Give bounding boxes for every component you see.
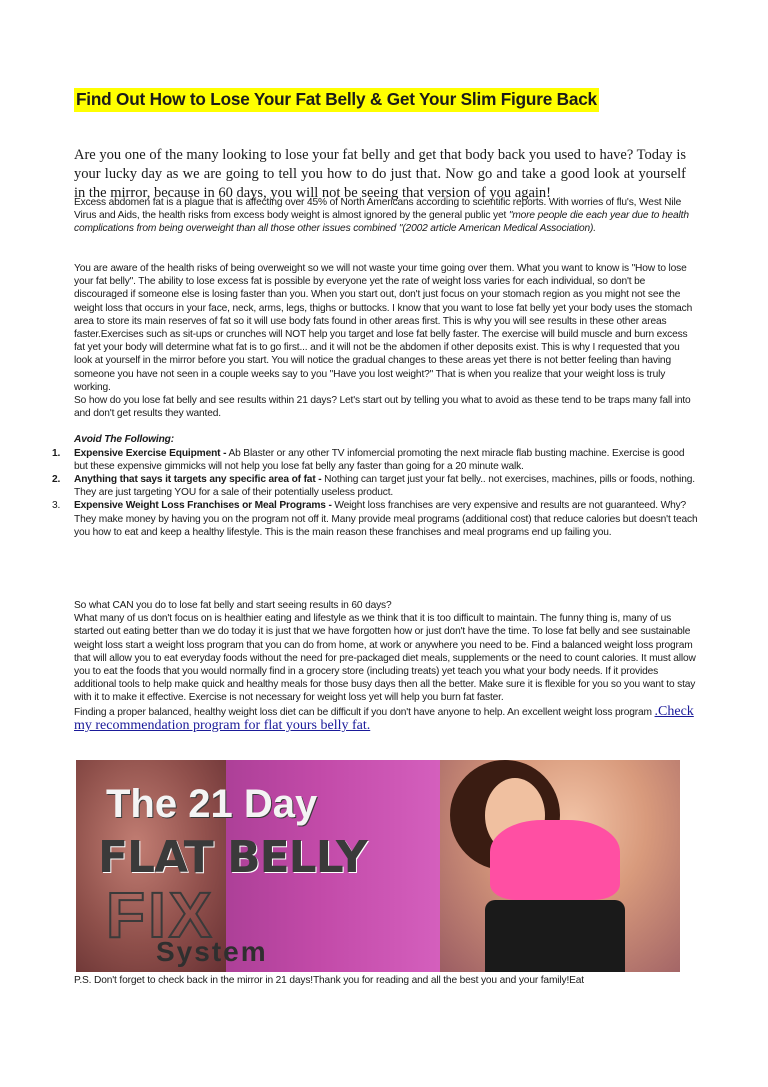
paragraph-6 <box>74 705 700 733</box>
list-item-heading: Anything that says it targets any specific area of fat - <box>74 474 322 486</box>
list-item <box>52 473 700 499</box>
banner-line-2: FLAT BELLY <box>98 832 367 883</box>
paragraph-1-quote: "more people die each year due to health complications from being overweight than all those other issues combined "(2002 article American Medical Association). <box>74 210 689 235</box>
banner-line-3: FIX <box>106 879 215 951</box>
paragraph-1-plain: Excess abdomen fat is a plague that is affecting over 45% of North Americans according to scientific reports. With worries of flu's, West Nile Virus and Aids, the health risks from excess body weight is almost ignored by the general public yet <box>74 197 682 222</box>
list-item-heading: Expensive Weight Loss Franchises or Meal Programs - <box>74 500 332 512</box>
paragraph-excess-fat <box>74 196 700 236</box>
paragraph-3: So how do you lose fat belly and see results within 21 days? Let's start out by telling you what to avoid as these tend to be traps many fall into and don't get results they wanted. <box>74 395 691 420</box>
list-number: 3. <box>52 500 61 512</box>
paragraph-2: You are aware of the health risks of being overweight so we will not waste your time going over them. What you want to know is "How to lose your fat belly". The ability to lose excess fat is possible by everyone yet the rate of weight loss varies for each individual, so don't be discouraged if someone else is losing faster than you. When you start out, don't just focus on your stomach region as you might not see the weight loss that occurs in your face, neck, arms, legs, thighs or buttocks. I know that you want to lose fat belly yet your body uses the stomach area to store its main reserves of fat so it will use body fats found in other areas first. This is why you will see results in these other areas faster.Exercises such as sit-ups or crunches will NOT help you target and lose fat belly faster. The exercise will build muscle and burn excess fat yet your body will determine what fat is to go first... and it will not be the abdomen if other deposits exist. This is why I requested that you look at yourself in the mirror before you start. You will notice the gradual changes to these areas yet there is not better feeling than having someone you have not seen in a couple weeks say to you "Have you lost weight?" That is when you realize that your weight loss is truly working. <box>74 263 693 393</box>
body-section <box>52 262 700 539</box>
list-item-text: Weight loss franchises are very expensive and results are not guaranteed. Why? They make money by having you on the program not off it. Many provide meal programs (additional cost) that reduce calories but doesn't teach you how to eat and keep a healthy lifestyle. This is the main reason these franchises and meal programs end up failing you. <box>74 500 698 538</box>
intro-paragraph <box>74 146 686 203</box>
product-banner-image[interactable] <box>76 760 680 972</box>
paragraph-6-text: Finding a proper balanced, healthy weight loss diet can be difficult if you don't have anyone to help. An excellent weight loss program <box>74 706 655 718</box>
paragraph-4: So what CAN you do to lose fat belly and start seeing results in 60 days? <box>74 600 392 611</box>
solution-section <box>74 599 700 733</box>
list-item <box>52 499 700 539</box>
banner-woman-shorts <box>485 900 625 972</box>
banner-woman-top <box>490 820 620 900</box>
list-item-heading: Expensive Exercise Equipment - <box>74 447 227 459</box>
title-wrap <box>74 88 599 112</box>
page-title: Find Out How to Lose Your Fat Belly & Get Your Slim Figure Back <box>74 88 599 112</box>
banner-line-4: System <box>156 936 268 967</box>
list-number: 1. <box>52 447 61 459</box>
list-number: 2. <box>52 474 61 486</box>
intro-text: Are you one of the many looking to lose your fat belly and get that body back you used to have? Today is your lucky day as we are going to tell you how to do just that. Now go and take a good look at yourself in the mirror, because in 60 days, you will not be seeing that version of you again! <box>74 147 686 201</box>
recommendation-link[interactable]: .Check my recommendation program for flat yours belly fat. <box>74 703 694 733</box>
avoid-list <box>52 447 700 539</box>
list-item-text: Ab Blaster or any other TV infomercial promoting the next miracle flab busting machine. Exercise is good but these expensive gimmicks will not help you lose fat belly any faster than going for a 20 minute walk. <box>74 447 685 472</box>
banner-line-1: The 21 Day <box>106 782 318 826</box>
paragraph-5: What many of us don't focus on is healthier eating and lifestyle as we think that it is too difficult to maintain. The funny thing is, many of us started out eating better than we do today it is just that we have forgotten how or just don't have the time. To lose fat belly and see sustainable weight loss start a weight loss program that you can do from home, at work or anywhere you need to be. Find a balanced weight loss program that will allow you to eat everyday foods without the need for pre-packaged diet meals, supplements or the need to count calories. It must allow you to eat the foods that you would normally find in a grocery store (including treats) yet teach you what your body needs. If it provides additional tools to help make quick and healthy meals for those busy days then all the better. Make sure it is flexible for you so you want to stay with it to make it effective. Exercise is not necessary for weight loss yet will help you burn fat faster. <box>74 613 696 704</box>
list-item <box>52 447 700 473</box>
avoid-heading: Avoid The Following: <box>74 434 174 446</box>
postscript: P.S. Don't forget to check back in the mirror in 21 days!Thank you for reading and all the best you and your family!Eat <box>74 975 584 986</box>
list-item-text: Nothing can target just your fat belly.. not exercises, machines, pills or foods, nothing. They are just targeting YOU for a sale of their potentially useless product. <box>74 474 695 499</box>
paragraph-1 <box>74 196 700 236</box>
